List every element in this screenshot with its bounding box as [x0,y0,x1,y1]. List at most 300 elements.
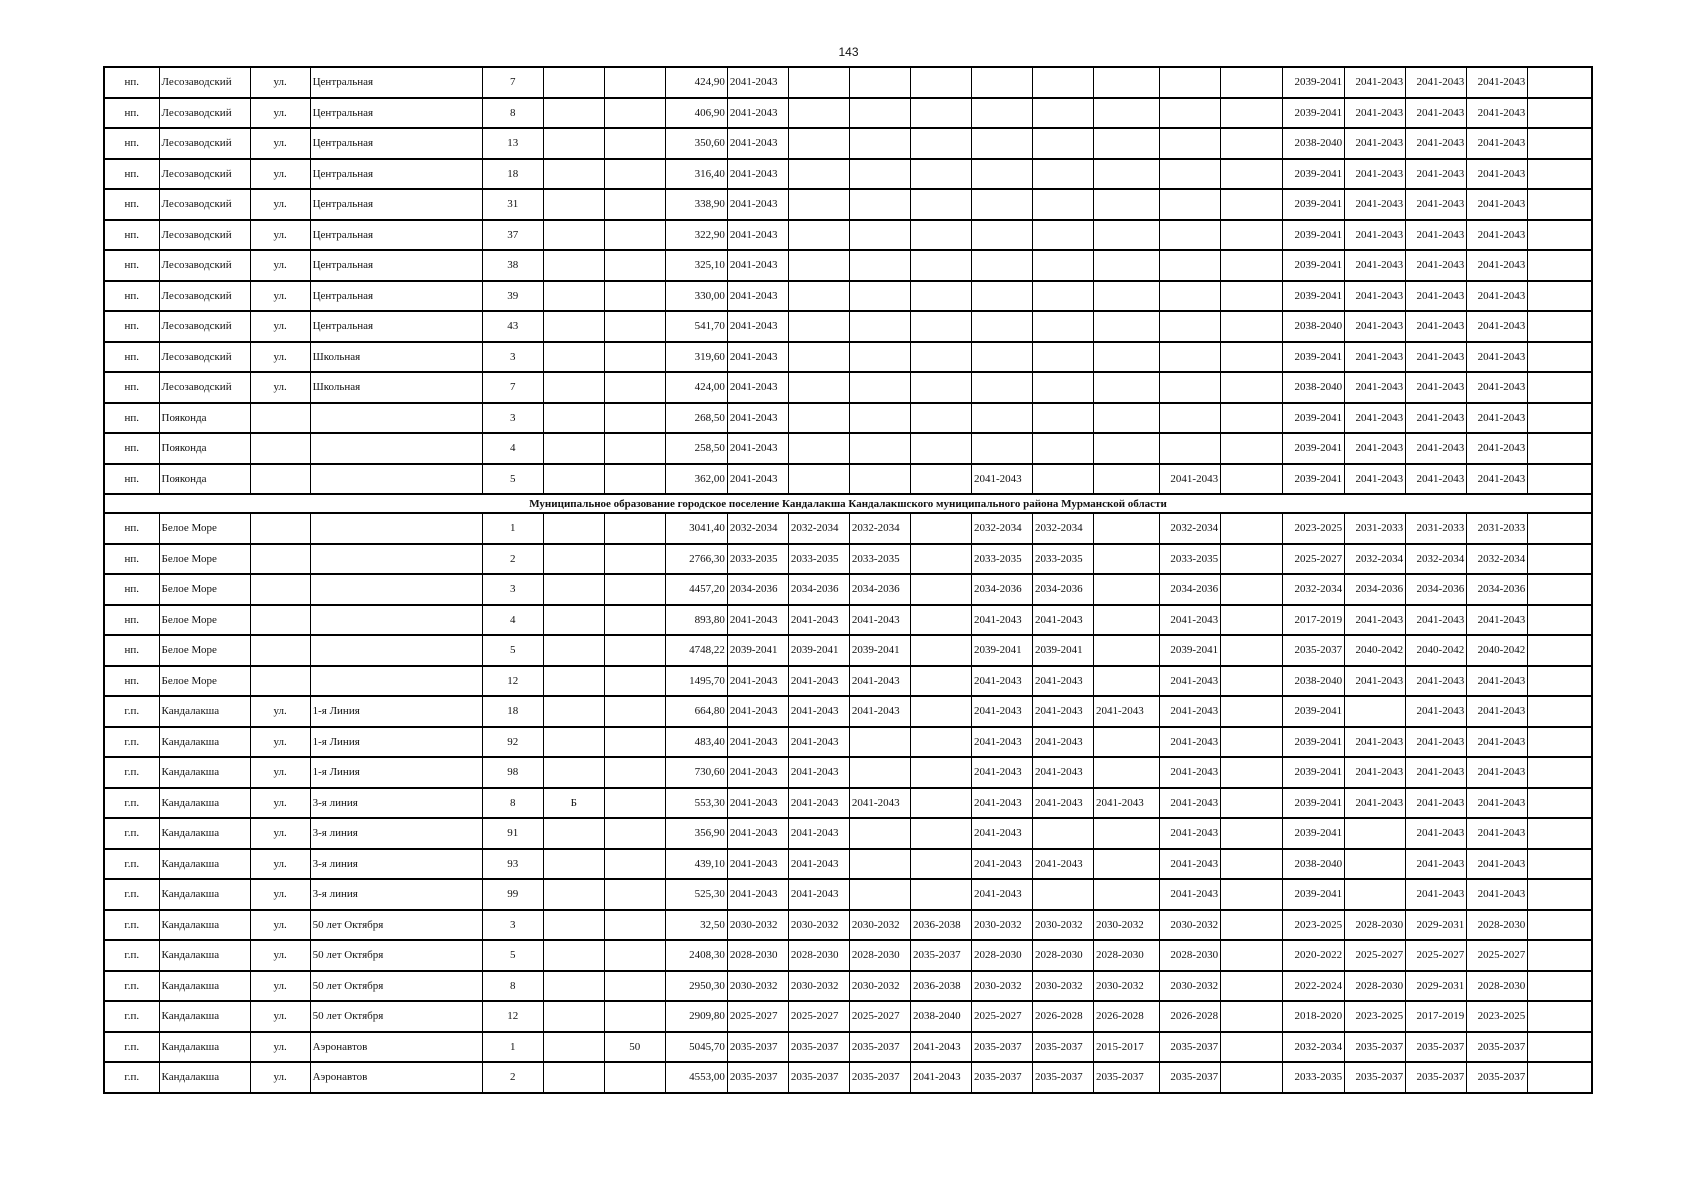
table-cell: 3-я линия [310,879,482,910]
table-cell [604,727,665,758]
table-cell: 3041,40 [665,513,727,544]
table-cell: 2041-2043 [727,281,788,312]
table-cell: 2041-2043 [1467,281,1528,312]
table-cell: 1495,70 [665,666,727,697]
table-cell: Центральная [310,128,482,159]
table-cell: 2041-2043 [1467,67,1528,98]
table-cell [1094,342,1160,373]
table-cell [849,849,910,880]
table-cell [250,544,310,575]
table-cell [1221,67,1283,98]
table-cell: 2041-2043 [727,189,788,220]
table-cell: 2030-2032 [1094,910,1160,941]
table-cell [543,666,604,697]
table-cell [788,403,849,434]
table-cell [1033,403,1094,434]
table-cell [543,250,604,281]
table-cell [1094,128,1160,159]
table-cell: 31 [482,189,543,220]
table-row [104,727,1592,758]
table-cell [604,433,665,464]
table-cell: 2041-2043 [1345,666,1406,697]
table-cell: 2041-2043 [1467,696,1528,727]
table-cell: 2041-2043 [1467,189,1528,220]
table-cell: 350,60 [665,128,727,159]
table-row [104,372,1592,403]
table-cell: 2039-2041 [1283,250,1345,281]
table-cell: Центральная [310,159,482,190]
table-cell: 2041-2043 [1094,696,1160,727]
table-cell [910,98,971,129]
table-cell [604,940,665,971]
table-cell: 50 лет Октября [310,940,482,971]
table-row [104,1001,1592,1032]
table-cell [1528,98,1592,129]
table-cell: 43 [482,311,543,342]
table-cell: 2028-2030 [1345,971,1406,1002]
table-cell: 2041-2043 [1406,98,1467,129]
table-cell: 2041-2043 [1345,67,1406,98]
table-cell [910,67,971,98]
table-row [104,342,1592,373]
table-cell: 2041-2043 [727,128,788,159]
table-cell: 2028-2030 [849,940,910,971]
table-cell: 3-я линия [310,818,482,849]
table-cell [1221,635,1283,666]
table-cell [788,98,849,129]
table-cell: Кандалакша [159,1032,250,1063]
table-cell: 2041-2043 [1406,727,1467,758]
table-cell: 3-я линия [310,849,482,880]
table-cell: ул. [250,727,310,758]
table-cell: Лесозаводский [159,342,250,373]
table-cell: 2041-2043 [971,757,1032,788]
table-cell [1528,788,1592,819]
table-cell [1528,696,1592,727]
table-cell [1528,1032,1592,1063]
table-cell: 2041-2043 [1467,464,1528,495]
table-cell: г.п. [104,818,159,849]
table-cell [1528,513,1592,544]
table-cell [604,879,665,910]
table-cell [788,311,849,342]
table-cell: 2034-2036 [727,574,788,605]
table-cell [250,433,310,464]
table-cell [1528,879,1592,910]
table-cell: 2041-2043 [1345,403,1406,434]
table-cell [1094,98,1160,129]
table-cell: 325,10 [665,250,727,281]
table-cell: 525,30 [665,879,727,910]
table-cell [604,1062,665,1093]
table-cell: г.п. [104,879,159,910]
table-cell: нп. [104,433,159,464]
table-cell [971,433,1032,464]
table-cell: 3 [482,403,543,434]
table-cell: 2041-2043 [1345,128,1406,159]
table-cell: 2041-2043 [1467,849,1528,880]
table-cell: 2041-2043 [1033,727,1094,758]
table-cell: 2032-2034 [1406,544,1467,575]
table-cell: Центральная [310,67,482,98]
table-cell [543,696,604,727]
table-cell: 2041-2043 [788,788,849,819]
table-cell: 2041-2043 [727,98,788,129]
table-cell [1528,67,1592,98]
table-cell: 2041-2043 [727,849,788,880]
table-cell: ул. [250,67,310,98]
table-cell: 2041-2043 [1467,98,1528,129]
table-cell: 2025-2027 [1283,544,1345,575]
table-cell: 2041-2043 [1406,67,1467,98]
table-cell [849,433,910,464]
table-cell: 316,40 [665,159,727,190]
table-cell: 2041-2043 [1160,788,1221,819]
table-cell: 2023-2025 [1283,910,1345,941]
table-cell [971,281,1032,312]
table-cell: 2041-2043 [910,1032,971,1063]
table-cell: Б [543,788,604,819]
table-cell: 2038-2040 [1283,128,1345,159]
table-cell [1094,818,1160,849]
table-cell: 2039-2041 [1283,98,1345,129]
table-cell: нп. [104,281,159,312]
table-cell [849,403,910,434]
table-cell [543,879,604,910]
table-cell: 2041-2043 [1160,757,1221,788]
table-cell [310,433,482,464]
table-cell: 18 [482,159,543,190]
table-row [104,666,1592,697]
table-cell [1033,220,1094,251]
table-cell: нп. [104,342,159,373]
table-cell [1528,818,1592,849]
table-cell: 2041-2043 [788,757,849,788]
table-cell [310,513,482,544]
table-row [104,98,1592,129]
table-cell: 2041-2043 [1406,433,1467,464]
table-cell [543,574,604,605]
table-cell: 2017-2019 [1283,605,1345,636]
table-cell: Центральная [310,281,482,312]
table-cell: 2039-2041 [971,635,1032,666]
table-cell [849,464,910,495]
table-cell: 2041-2043 [788,879,849,910]
table-cell: нп. [104,159,159,190]
table-cell: 50 лет Октября [310,1001,482,1032]
housing-repair-table [103,66,1593,1094]
table-cell: Лесозаводский [159,159,250,190]
table-cell: Белое Море [159,635,250,666]
table-cell: ул. [250,1032,310,1063]
table-cell [1221,1062,1283,1093]
table-cell: 2039-2041 [849,635,910,666]
table-cell: 2026-2028 [1033,1001,1094,1032]
table-cell: 2032-2034 [1283,574,1345,605]
table-cell [1033,818,1094,849]
table-cell [543,910,604,941]
table-cell: 2038-2040 [1283,666,1345,697]
table-cell: 1 [482,513,543,544]
table-cell: 2041-2043 [727,67,788,98]
table-cell: Кандалакша [159,696,250,727]
table-cell [910,727,971,758]
table-cell: 2766,30 [665,544,727,575]
table-cell: 2041-2043 [849,696,910,727]
table-cell: Белое Море [159,544,250,575]
table-cell: 2028-2030 [1094,940,1160,971]
table-cell [910,342,971,373]
table-cell [971,159,1032,190]
table-cell: 2039-2041 [1283,464,1345,495]
table-cell: 2038-2040 [1283,849,1345,880]
table-cell [910,544,971,575]
table-cell: 7 [482,67,543,98]
table-cell: 2 [482,544,543,575]
table-cell: 2041-2043 [1033,757,1094,788]
table-cell: 2041-2043 [971,605,1032,636]
table-cell: 2041-2043 [1406,818,1467,849]
table-cell: 2025-2027 [788,1001,849,1032]
table-cell: 2041-2043 [1406,605,1467,636]
table-cell [1528,250,1592,281]
table-cell [604,250,665,281]
table-cell: 2041-2043 [1160,666,1221,697]
table-cell: 2041-2043 [1345,727,1406,758]
table-cell: 1-я Линия [310,696,482,727]
table-cell [788,250,849,281]
table-cell [1528,128,1592,159]
table-cell [849,372,910,403]
table-cell: 2023-2025 [1467,1001,1528,1032]
table-cell [1345,879,1406,910]
table-cell: 4457,20 [665,574,727,605]
table-cell [1528,403,1592,434]
table-cell [910,128,971,159]
table-cell: 2041-2043 [971,788,1032,819]
table-cell [910,433,971,464]
table-cell: 2035-2037 [1345,1062,1406,1093]
table-cell [604,159,665,190]
table-cell: 2039-2041 [727,635,788,666]
table-cell [543,220,604,251]
table-cell [910,849,971,880]
table-cell: 2033-2035 [1283,1062,1345,1093]
table-cell [910,372,971,403]
table-cell: 2030-2032 [971,910,1032,941]
table-cell [543,311,604,342]
table-cell [788,67,849,98]
table-cell: 2028-2030 [1467,910,1528,941]
table-row [104,757,1592,788]
table-cell: ул. [250,879,310,910]
table-cell [543,605,604,636]
table-cell: ул. [250,849,310,880]
table-cell: Лесозаводский [159,128,250,159]
table-cell: 12 [482,666,543,697]
table-cell [1094,544,1160,575]
table-cell: 2041-2043 [1345,189,1406,220]
table-cell [1528,342,1592,373]
table-cell: 2041-2043 [1467,666,1528,697]
table-cell [1221,818,1283,849]
table-cell: Лесозаводский [159,250,250,281]
table-cell: нп. [104,635,159,666]
table-cell: 2041-2043 [1160,879,1221,910]
table-cell: Белое Море [159,574,250,605]
table-cell [1528,574,1592,605]
table-cell [604,605,665,636]
table-cell [1094,67,1160,98]
table-cell: 1 [482,1032,543,1063]
table-cell: 13 [482,128,543,159]
table-cell: 2029-2031 [1406,971,1467,1002]
table-cell: Лесозаводский [159,311,250,342]
table-cell: Лесозаводский [159,220,250,251]
table-cell [310,544,482,575]
table-cell: 541,70 [665,311,727,342]
table-cell [310,605,482,636]
table-cell: 2026-2028 [1094,1001,1160,1032]
table-cell: 2041-2043 [1345,757,1406,788]
table-cell [849,818,910,849]
table-cell: г.п. [104,1032,159,1063]
table-cell: ул. [250,128,310,159]
table-cell: 2041-2043 [849,666,910,697]
table-cell [1221,403,1283,434]
table-cell [849,98,910,129]
table-cell: 2041-2043 [1160,696,1221,727]
table-cell [250,666,310,697]
table-cell [1221,727,1283,758]
table-cell: нп. [104,67,159,98]
table-cell: 2041-2043 [1467,220,1528,251]
table-cell: 5045,70 [665,1032,727,1063]
table-cell: г.п. [104,696,159,727]
table-cell: 2041-2043 [1033,696,1094,727]
table-cell: нп. [104,128,159,159]
table-cell [849,311,910,342]
table-cell: 2039-2041 [1160,635,1221,666]
table-cell [1033,311,1094,342]
table-cell: 2041-2043 [1033,788,1094,819]
table-cell [1160,433,1221,464]
table-cell [604,971,665,1002]
table-cell: Кандалакша [159,727,250,758]
table-cell [1094,666,1160,697]
table-cell [1528,727,1592,758]
table-cell: 2041-2043 [1345,250,1406,281]
table-row [104,403,1592,434]
table-cell [604,372,665,403]
table-cell [1528,971,1592,1002]
table-cell: 99 [482,879,543,910]
table-cell: 2032-2034 [1467,544,1528,575]
table-cell: 8 [482,98,543,129]
table-cell: 2041-2043 [1345,433,1406,464]
table-cell [1033,342,1094,373]
table-cell: 50 лет Октября [310,910,482,941]
table-row [104,513,1592,544]
table-cell [971,220,1032,251]
table-cell: 32,50 [665,910,727,941]
table-cell: ул. [250,281,310,312]
table-cell: Школьная [310,372,482,403]
table-cell: Аэронавтов [310,1062,482,1093]
table-cell [1528,910,1592,941]
table-cell: 2041-2043 [971,464,1032,495]
table-cell: 2036-2038 [910,971,971,1002]
table-row [104,971,1592,1002]
table-row [104,128,1592,159]
table-cell: 2030-2032 [788,910,849,941]
table-cell: 2026-2028 [1160,1001,1221,1032]
table-cell: ул. [250,940,310,971]
table-cell [910,250,971,281]
table-cell [604,342,665,373]
table-cell: 2039-2041 [1033,635,1094,666]
table-cell [1221,220,1283,251]
table-cell: 18 [482,696,543,727]
table-cell: 2041-2043 [1160,605,1221,636]
table-cell [543,1062,604,1093]
table-cell: ул. [250,910,310,941]
table-cell: 2041-2043 [1345,464,1406,495]
table-cell [1221,879,1283,910]
table-cell: 2039-2041 [1283,433,1345,464]
table-cell: 2041-2043 [849,605,910,636]
table-cell: 2039-2041 [1283,159,1345,190]
table-cell: 2041-2043 [1345,281,1406,312]
table-cell: 12 [482,1001,543,1032]
table-cell [1094,250,1160,281]
table-cell: 2035-2037 [1467,1032,1528,1063]
table-cell: 2039-2041 [1283,727,1345,758]
table-row [104,250,1592,281]
table-cell [543,159,604,190]
table-cell: 424,00 [665,372,727,403]
table-cell [1033,281,1094,312]
table-cell: 3 [482,910,543,941]
table-cell: 2041-2043 [1406,849,1467,880]
table-cell: 2032-2034 [971,513,1032,544]
table-cell: Белое Море [159,666,250,697]
table-cell: Кандалакша [159,1001,250,1032]
table-cell [543,98,604,129]
table-cell: Лесозаводский [159,281,250,312]
table-cell [788,464,849,495]
table-cell: 2017-2019 [1406,1001,1467,1032]
table-cell: 2028-2030 [1345,910,1406,941]
section-header-row [104,494,1592,513]
table-cell [1221,159,1283,190]
table-cell: 1-я Линия [310,757,482,788]
table-cell [543,189,604,220]
table-cell [1221,1001,1283,1032]
table-cell: 2041-2043 [727,159,788,190]
table-cell: 2040-2042 [1467,635,1528,666]
table-row [104,849,1592,880]
table-cell [1221,433,1283,464]
table-cell [604,128,665,159]
table-cell: 2028-2030 [1467,971,1528,1002]
table-cell: 2034-2036 [849,574,910,605]
table-cell: 322,90 [665,220,727,251]
table-cell [971,67,1032,98]
table-cell: 2025-2027 [971,1001,1032,1032]
table-cell: 2041-2043 [1406,788,1467,819]
table-cell [788,189,849,220]
